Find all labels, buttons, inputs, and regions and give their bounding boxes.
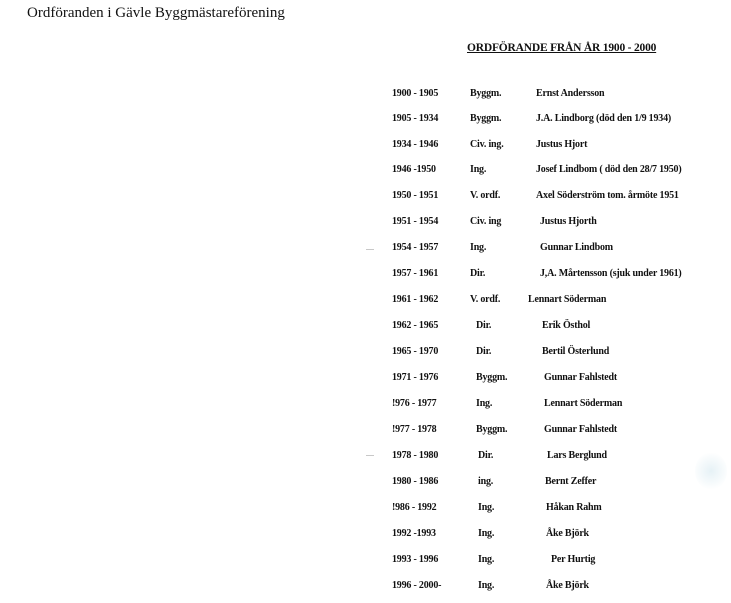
term-years: 1996 - 2000- — [392, 580, 442, 591]
term-years: 1951 - 1954 — [392, 216, 439, 227]
chairman-name: Gunnar Lindbom — [540, 242, 613, 253]
term-years: !986 - 1992 — [392, 502, 437, 513]
chairman-name: J.A. Lindborg (död den 1/9 1934) — [536, 113, 672, 124]
chairman-name: Lennart Söderman — [544, 398, 623, 409]
term-years: 1905 - 1934 — [392, 113, 439, 124]
chairman-title: ing. — [478, 476, 494, 487]
term-years: 1950 - 1951 — [392, 190, 439, 201]
chairman-title: Byggm. — [470, 88, 502, 99]
chairman-name: Åke Björk — [546, 580, 589, 591]
term-years: !976 - 1977 — [392, 398, 437, 409]
term-years: 1934 - 1946 — [392, 139, 439, 150]
chairman-title: Byggm. — [470, 113, 502, 124]
document-heading: Ordföranden i Gävle Byggmästareförening — [27, 5, 285, 21]
chairman-title: Ing. — [476, 398, 493, 409]
chairman-title: Dir. — [476, 346, 492, 357]
chairman-name: Lennart Söderman — [528, 294, 607, 305]
chairman-title: Dir. — [476, 320, 492, 331]
chairman-name: Axel Söderström tom. årmöte 1951 — [536, 190, 679, 201]
scan-mark — [366, 249, 374, 250]
term-years: 1946 -1950 — [392, 164, 436, 175]
chairman-title: Civ. ing — [470, 216, 502, 227]
chairman-title: Ing. — [478, 528, 495, 539]
chairman-name: Justus Hjorth — [540, 216, 597, 227]
scan-mark — [366, 455, 374, 456]
term-years: 1957 - 1961 — [392, 268, 439, 279]
term-years: 1980 - 1986 — [392, 476, 439, 487]
term-years: 1978 - 1980 — [392, 450, 439, 461]
chairman-title: Ing. — [478, 502, 495, 513]
chairman-name: Josef Lindbom ( död den 28/7 1950) — [536, 164, 682, 175]
chairman-name: Ernst Andersson — [536, 88, 605, 99]
chairman-title: Ing. — [478, 554, 495, 565]
term-years: 1965 - 1970 — [392, 346, 439, 357]
chairman-name: Bertil Österlund — [542, 346, 610, 357]
chairman-title: Byggm. — [476, 372, 508, 383]
chairman-name: Bernt Zeffer — [545, 476, 597, 487]
chairman-name: Erik Östhol — [542, 320, 591, 331]
list-title: ORDFÖRANDE FRÅN ÅR 1900 - 2000 — [467, 42, 657, 54]
term-years: 1993 - 1996 — [392, 554, 439, 565]
chairman-title: Dir. — [470, 268, 486, 279]
chairman-name: Justus Hjort — [536, 139, 588, 150]
chairman-name: J,A. Mårtensson (sjuk under 1961) — [540, 268, 682, 279]
term-years: 1954 - 1957 — [392, 242, 439, 253]
chairman-name: Håkan Rahm — [546, 502, 602, 513]
chairman-title: V. ordf. — [470, 190, 501, 201]
chairman-name: Gunnar Fahlstedt — [544, 424, 618, 435]
chairman-name: Lars Berglund — [547, 450, 607, 461]
chairman-title: Ing. — [478, 580, 495, 591]
term-years: 1900 - 1905 — [392, 88, 439, 99]
chairman-title: Dir. — [478, 450, 494, 461]
term-years: 1961 - 1962 — [392, 294, 439, 305]
chairman-title: Ing. — [470, 242, 487, 253]
term-years: 1962 - 1965 — [392, 320, 439, 331]
term-years: !977 - 1978 — [392, 424, 437, 435]
chairman-name: Åke Björk — [546, 528, 589, 539]
chairman-title: Byggm. — [476, 424, 508, 435]
term-years: 1971 - 1976 — [392, 372, 439, 383]
chairman-title: V. ordf. — [470, 294, 501, 305]
term-years: 1992 -1993 — [392, 528, 436, 539]
chairman-title: Ing. — [470, 164, 487, 175]
scan-stain — [695, 452, 727, 490]
chairman-name: Gunnar Fahlstedt — [544, 372, 618, 383]
chairman-title: Civ. ing. — [470, 139, 504, 150]
chairman-name: Per Hurtig — [551, 554, 596, 565]
